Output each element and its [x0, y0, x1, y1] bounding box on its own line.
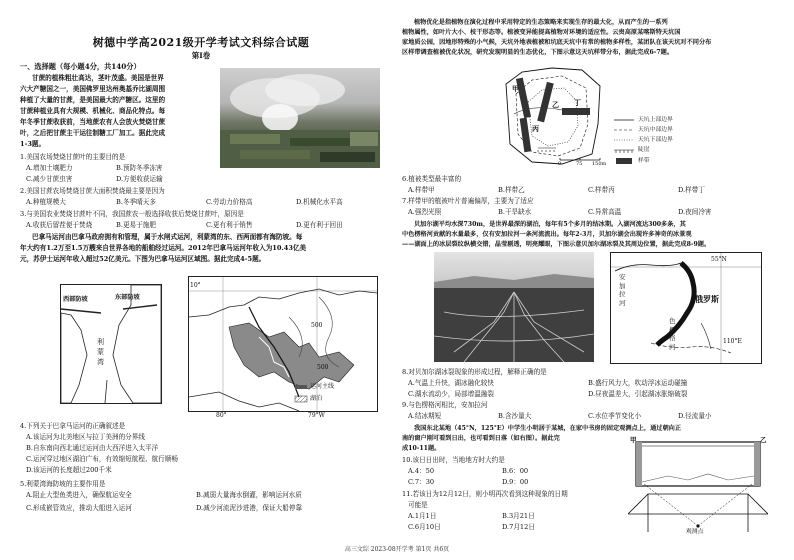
option-b[interactable]: B.自东南向西北通过运河由大西洋进入太平洋	[26, 444, 159, 452]
passage-line: 叶，之后把甘蔗主干运往制糖工厂加工。据此完成	[20, 129, 166, 137]
option-d[interactable]: D.方便收获运输	[116, 175, 163, 183]
volume-label: 第I卷	[191, 51, 211, 60]
legend-cliff: 陡崖	[638, 147, 650, 153]
transect-label-yi: 乙	[552, 100, 559, 109]
option-a[interactable]: A.强烈光照	[408, 208, 442, 216]
question-stem: 3.与美国农业焚烧甘蔗叶不同，我国蔗农一般选择收获后焚烧甘蔗叶，原因是	[20, 210, 244, 218]
page-title: 树德中学高2021级开学考试文科综合试题	[92, 36, 310, 49]
passage-line: 南的窗户刚可看到日出，也可看到日落（如右图）。据此完	[402, 435, 560, 442]
question-stem: 6.植被类型最丰富的	[402, 175, 462, 183]
window-label-yi: 乙	[760, 436, 767, 444]
option-b[interactable]: B.样带乙	[498, 186, 525, 194]
russia-label: 俄罗斯	[695, 294, 719, 304]
longitude-label-79: 79°W	[308, 412, 325, 419]
legend-lower-boundary: 天坑下部边界	[638, 137, 673, 143]
option-b[interactable]: B.干旱缺水	[498, 208, 532, 216]
passage-line: 年大约有1.2万至1.5万艘来自世界各地的船舶经过运河。2012年巴拿马运河年收入为10.43亿美	[20, 244, 307, 252]
question-stem: 5.利蒙湾海防坡的主要作用是	[20, 480, 106, 488]
tiankeng-transect-map	[502, 64, 607, 168]
tiankeng-legend	[614, 116, 694, 172]
question-stem: 1.美国农场焚烧甘蔗叶的主要目的是	[20, 153, 126, 161]
passage-line: 植物优化是指植物在演化过程中采用特定的生态策略来实现生存的最大化，从而产生的一系列	[414, 19, 668, 26]
question-stem: 9.与色楞格河相比，安加拉河	[402, 401, 488, 409]
passage-line: 中色楞格河贡献的水量最多，仅有安加拉河一条河流流出。每年2-3月，贝加尔湖会出现许多神奇的冰景观	[402, 231, 692, 238]
passage-line: 六大产糖国之一，美国佛罗里达州奥基乔比湖周围	[20, 85, 166, 93]
legend-lake: 湖泊	[310, 395, 323, 402]
passage-line: 成10-11题。	[402, 445, 441, 452]
question-stem: 8.对贝加尔湖冰裂现象的形成过程，解释正确的是	[402, 368, 547, 376]
question-stem-continued: 可能是	[408, 501, 428, 509]
lake-baikal-location-map	[610, 252, 762, 364]
option-a[interactable]: A.1月1日	[408, 512, 437, 520]
option-d[interactable]: D.减少河流泥沙进港，保证大船停靠	[196, 504, 303, 512]
passage-line: 我国东北某地（45°N，125°E）中学生小明居于某城，在家中书房的固定观测点上，通过朝向正	[414, 425, 682, 432]
option-d[interactable]: D.样带丁	[678, 186, 705, 194]
sugarcane-burning-photo	[220, 68, 380, 168]
option-d[interactable]: D.更有利于回田	[296, 221, 343, 229]
panama-canal-map	[188, 276, 378, 412]
option-c[interactable]: C.水位季节变化小	[588, 412, 642, 420]
passage-line: 元，苏伊士运河年收入超过52亿美元。下图为巴拿马运河区域图。据此完成4-5题。	[20, 255, 266, 263]
scale-label: 0	[558, 161, 562, 167]
option-b[interactable]: B.减弱大量海水倒灌，影响运河水质	[196, 491, 302, 499]
observation-point-label: 观测点	[686, 529, 704, 535]
option-a[interactable]: A.样带甲	[408, 186, 435, 194]
transect-label-bing: 丙	[532, 124, 539, 133]
legend-canal: 运河主线	[310, 383, 335, 390]
latitude-label: 10°	[190, 282, 201, 289]
option-c[interactable]: C.形成嵌管效应，推动大船进入运河	[26, 504, 132, 512]
legend-transect: 样带	[638, 158, 650, 164]
question-stem: 4.下列关于巴拿马运河的正确叙述是	[20, 422, 126, 430]
option-a[interactable]: A.收获后留茬便于焚烧	[26, 221, 93, 229]
option-b[interactable]: B.6：00	[502, 467, 529, 475]
option-c[interactable]: C.劳动力价格高	[206, 198, 253, 206]
east-breakwater-label: 东部防坡	[115, 294, 140, 301]
passage-line: 家地质公园，因地形特殊的小气候，天坑外地表植被和坑底天坑中有常的植物多样性，某团队在该天坑对不同分布	[402, 39, 712, 46]
passage-line: 甘蔗种植业具有大规模、机械化、商品化特点。每	[20, 107, 166, 115]
question-stem: 10.该日日出时，当地地方时大约是	[402, 456, 505, 464]
option-d[interactable]: D.9：00	[502, 478, 529, 486]
scale-label: 75	[576, 161, 583, 167]
option-a[interactable]: A.4：50	[408, 467, 435, 475]
option-c[interactable]: C.运河穿过地区湖泊广布，有效缩短航程、航行顺畅	[26, 455, 178, 463]
question-stem: 7.样带甲的植被叶片普遍偏厚，主要为了适应	[402, 197, 534, 205]
option-c[interactable]: C.异常高温	[588, 208, 622, 216]
limon-bay-inset-map	[60, 284, 162, 404]
option-c[interactable]: C.样带丙	[588, 186, 615, 194]
option-b[interactable]: B.3月21日	[502, 512, 535, 520]
passage-line: 区样带调查植被优化状况，研究发现明显的生态优化，下图示意这天坑样带分布，据此完成6-7题。	[402, 49, 674, 56]
option-d[interactable]: D.该运河的长度超过200千米	[26, 466, 112, 474]
section-heading: 一、选择题（每小题4分，共140分）	[20, 62, 141, 71]
transect-label-jia: 甲	[512, 84, 519, 93]
option-c[interactable]: C.6月10日	[408, 523, 441, 531]
option-b[interactable]: B.含沙量大	[498, 412, 532, 420]
option-d[interactable]: D.昼夜温差大，引起湖冰胀缩破裂	[588, 390, 688, 398]
option-c[interactable]: C.减少甘蔗虫害	[26, 175, 73, 183]
lake-baikal-ice-photo	[434, 252, 594, 362]
passage-line: 1-3题。	[20, 140, 46, 148]
latitude-55-label: 55°N	[711, 256, 727, 263]
angara-river-label: 安加拉河	[619, 273, 626, 307]
passage-line: 年冬季甘蔗收获前，当地蔗农有人会放火焚烧甘蔗	[20, 118, 166, 126]
longitude-label-80: 80°	[216, 412, 227, 419]
legend-middle-boundary: 天坑中部边界	[638, 127, 673, 133]
window-observation-figure	[628, 436, 768, 536]
contour-label: 500	[317, 364, 329, 371]
option-d[interactable]: D.径流量小	[678, 412, 712, 420]
passage-line: 贝加尔湖平均水深730m，是世界最深的湖泊，每年有5个多月的结冰期。入湖河流达300多条，其	[414, 221, 686, 228]
passage-line: ——湖面上的冰层裂纹纵横交错，晶莹剔透，明亮耀眼，下图示意贝加尔湖冰裂及其周边位置，据此完成8-9题。	[402, 241, 711, 248]
option-a[interactable]: A.结冰期短	[408, 412, 442, 420]
option-a[interactable]: A.阻止大型鱼类进入，确保航运安全	[26, 491, 132, 499]
option-b[interactable]: B.更易于施肥	[116, 221, 156, 229]
longitude-110-label: 110°E	[723, 338, 742, 345]
selenga-river-label: 色楞格河	[669, 317, 676, 351]
question-stem: 2.美国甘蔗农场焚烧甘蔗大面积焚烧最主要是因为	[20, 187, 165, 195]
option-a[interactable]: A.种植规模大	[26, 198, 66, 206]
contour-label: 500	[311, 322, 323, 329]
passage-line: 植物属性，如叶片大小、枝干形态等。植被变异能提高植物对环境的适应性。云贵高原某喀斯特天坑国	[402, 29, 681, 36]
transect-label-ding: 丁	[574, 98, 581, 107]
option-d[interactable]: D.夜间冷害	[678, 208, 712, 216]
option-a[interactable]: A.该运河为北美地区与拉丁美洲的分界线	[26, 433, 145, 441]
limon-bay-label: 利蒙湾	[97, 338, 104, 366]
option-a[interactable]: A.气温上升快，湖冰融化较快	[408, 379, 494, 387]
option-c[interactable]: C.更有利于销售	[206, 221, 253, 229]
passage-line: 甘蔗的植株粗壮高达，茎叶茂盛。美国是世界	[32, 74, 164, 82]
passage-line: 巴拿马运河由巴拿马政府拥有和管理，属于水闸式运河，利蒙湾的东、西两面都有海防坡。每	[32, 233, 303, 241]
legend-upper-boundary: 天坑上部边界	[638, 117, 673, 123]
window-label-jia: 甲	[630, 436, 637, 444]
question-stem: 11.若该日为12月12日，则小明再次看到这种现象的日期	[402, 490, 568, 498]
option-d[interactable]: D.7月12日	[502, 523, 535, 531]
option-d[interactable]: D.机械化水平高	[296, 198, 343, 206]
scale-label: 150m	[592, 161, 607, 167]
option-c[interactable]: C.湖水流动少，局部增温融裂	[408, 390, 495, 398]
west-breakwater-label: 西部防坡	[63, 296, 88, 303]
option-a[interactable]: A.增加土壤肥力	[26, 164, 73, 172]
option-c[interactable]: C.7：30	[408, 478, 435, 486]
page-footer: 高三文综 2023-08开学考 第1页 共6页	[344, 546, 450, 553]
passage-line: 种植了大量的甘蔗，是美国最大的产糖区。这里的	[20, 96, 166, 104]
option-b[interactable]: B.盛行风力大，吹动浮冰运动碰撞	[588, 379, 688, 387]
option-b[interactable]: B.预防冬季冻害	[116, 164, 163, 172]
option-b[interactable]: B.冬季晴天多	[116, 198, 156, 206]
